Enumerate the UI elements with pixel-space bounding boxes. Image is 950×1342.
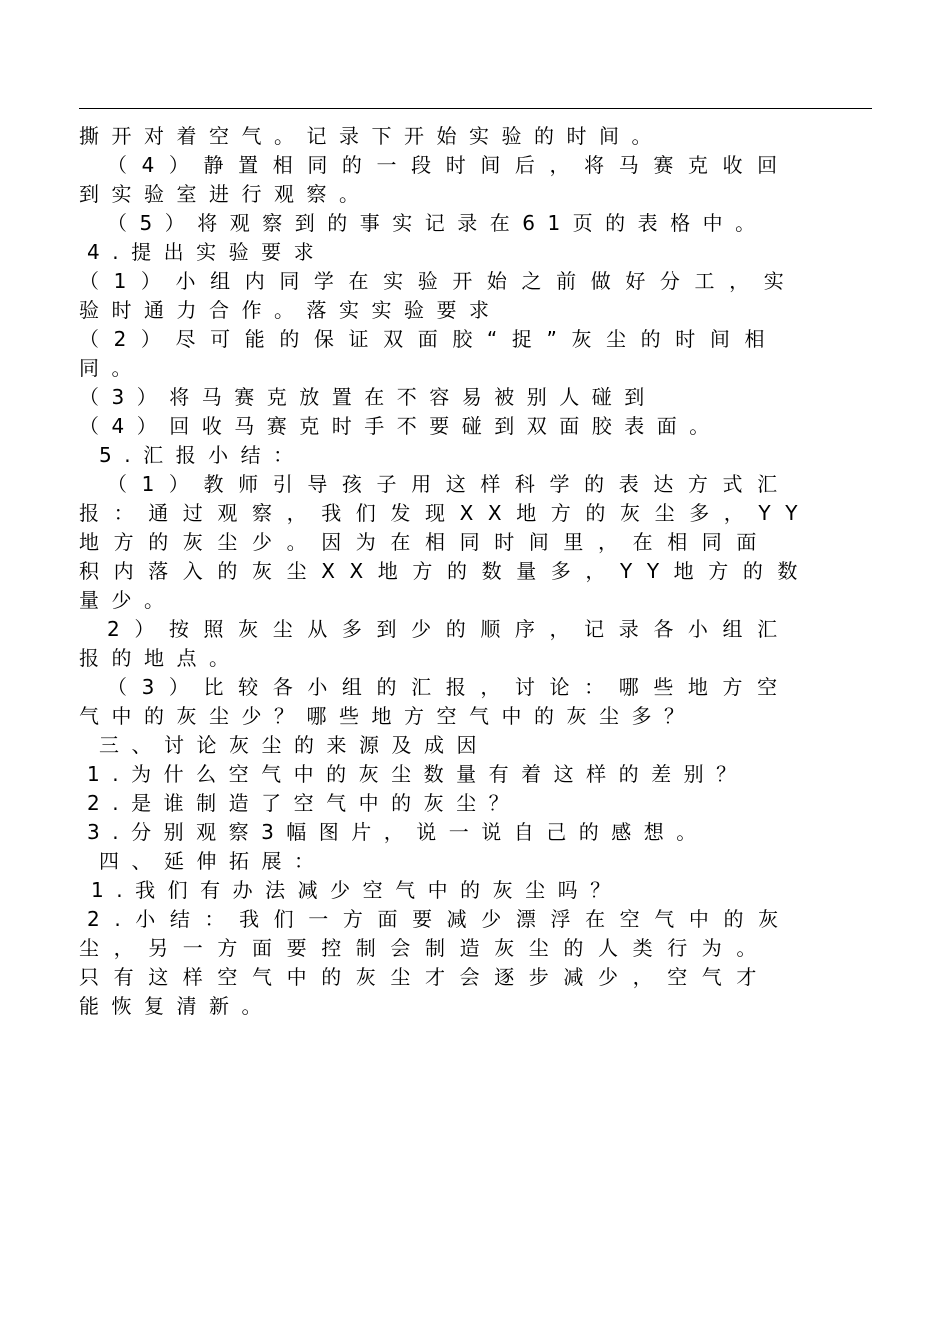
text-line bbox=[79, 499, 849, 528]
text-line-content: （3）比较各小组的汇报，讨论：哪些地方空 bbox=[107, 675, 792, 699]
text-line bbox=[79, 557, 849, 586]
text-line-content: （5）将观察到的事实记录在61页的表格中。 bbox=[107, 211, 768, 235]
text-line bbox=[79, 325, 849, 354]
text-line bbox=[79, 847, 849, 876]
text-line-content: （4）回收马赛克时手不要碰到双面胶表面。 bbox=[79, 414, 722, 438]
text-line-content: 积内落入的灰尘XX地方的数量多，YY地方的数 bbox=[79, 559, 813, 583]
text-line-content: 量少。 bbox=[79, 588, 177, 612]
text-line-content: （4）静置相同的一段时间后，将马赛克收回 bbox=[107, 153, 792, 177]
text-line bbox=[79, 789, 849, 818]
text-line bbox=[79, 644, 849, 673]
text-line bbox=[79, 963, 849, 992]
text-line-content: 报的地点。 bbox=[79, 646, 242, 670]
text-line-content: （1）教师引导孩子用这样科学的表达方式汇 bbox=[107, 472, 792, 496]
text-line-content: 四、延伸拓展： bbox=[99, 849, 327, 873]
text-line-content: 4.提出实验要求 bbox=[87, 240, 327, 264]
text-line bbox=[79, 412, 849, 441]
text-line-content: 到实验室进行观察。 bbox=[79, 182, 372, 206]
text-line bbox=[79, 238, 849, 267]
text-line-content: 气中的灰尘少？哪些地方空气中的灰尘多？ bbox=[79, 704, 697, 728]
text-line bbox=[79, 934, 849, 963]
text-line-content: 1.我们有办法减少空气中的灰尘吗？ bbox=[91, 878, 623, 902]
text-line-content: 3.分别观察3幅图片，说一说自己的感想。 bbox=[87, 820, 709, 844]
text-line-content: （2）尽可能的保证双面胶“捉”灰尘的时间相 bbox=[79, 327, 780, 351]
text-line-content: 验时通力合作。落实实验要求 bbox=[79, 298, 502, 322]
text-line-content: 同。 bbox=[79, 356, 144, 380]
text-line bbox=[79, 122, 849, 151]
text-line-content: （3）将马赛克放置在不容易被别人碰到 bbox=[79, 385, 657, 409]
text-line-content: 能恢复清新。 bbox=[79, 994, 274, 1018]
text-line bbox=[79, 209, 849, 238]
text-line bbox=[79, 731, 849, 760]
text-line bbox=[79, 441, 849, 470]
text-line-content: 2.小结：我们一方面要减少漂浮在空气中的灰 bbox=[87, 907, 793, 931]
text-line-content: 报：通过观察，我们发现XX地方的灰尘多，YY bbox=[79, 501, 813, 525]
document-body bbox=[79, 122, 849, 1021]
text-line-content: 1.为什么空气中的灰尘数量有着这样的差别？ bbox=[87, 762, 749, 786]
text-line bbox=[79, 383, 849, 412]
text-line-content: 尘，另一方面要控制会制造灰尘的人类行为。 bbox=[79, 936, 771, 960]
text-line bbox=[79, 528, 849, 557]
text-line bbox=[79, 760, 849, 789]
text-line-content: 地方的灰尘少。因为在相同时间里，在相同面 bbox=[79, 530, 771, 554]
text-line bbox=[79, 905, 849, 934]
text-line bbox=[79, 673, 849, 702]
text-line-content: 撕开对着空气。记录下开始实验的时间。 bbox=[79, 124, 664, 148]
text-line-content: 只有这样空气中的灰尘才会逐步减少，空气才 bbox=[79, 965, 771, 989]
text-line bbox=[79, 470, 849, 499]
header-rule bbox=[79, 108, 872, 109]
text-line bbox=[79, 992, 849, 1021]
text-line bbox=[79, 267, 849, 296]
text-line bbox=[79, 354, 849, 383]
text-line bbox=[79, 296, 849, 325]
text-line bbox=[79, 151, 849, 180]
text-line bbox=[79, 586, 849, 615]
text-line bbox=[79, 702, 849, 731]
text-line-content: 5.汇报小结： bbox=[99, 443, 306, 467]
text-line bbox=[79, 615, 849, 644]
text-line-content: 2.是谁制造了空气中的灰尘？ bbox=[87, 791, 522, 815]
text-line-content: 三、讨论灰尘的来源及成因 bbox=[99, 733, 489, 757]
text-line-content: 2）按照灰尘从多到少的顺序，记录各小组汇 bbox=[107, 617, 792, 641]
text-line bbox=[79, 818, 849, 847]
text-line-content: （1）小组内同学在实验开始之前做好分工，实 bbox=[79, 269, 799, 293]
text-line bbox=[79, 180, 849, 209]
text-line bbox=[79, 876, 849, 905]
